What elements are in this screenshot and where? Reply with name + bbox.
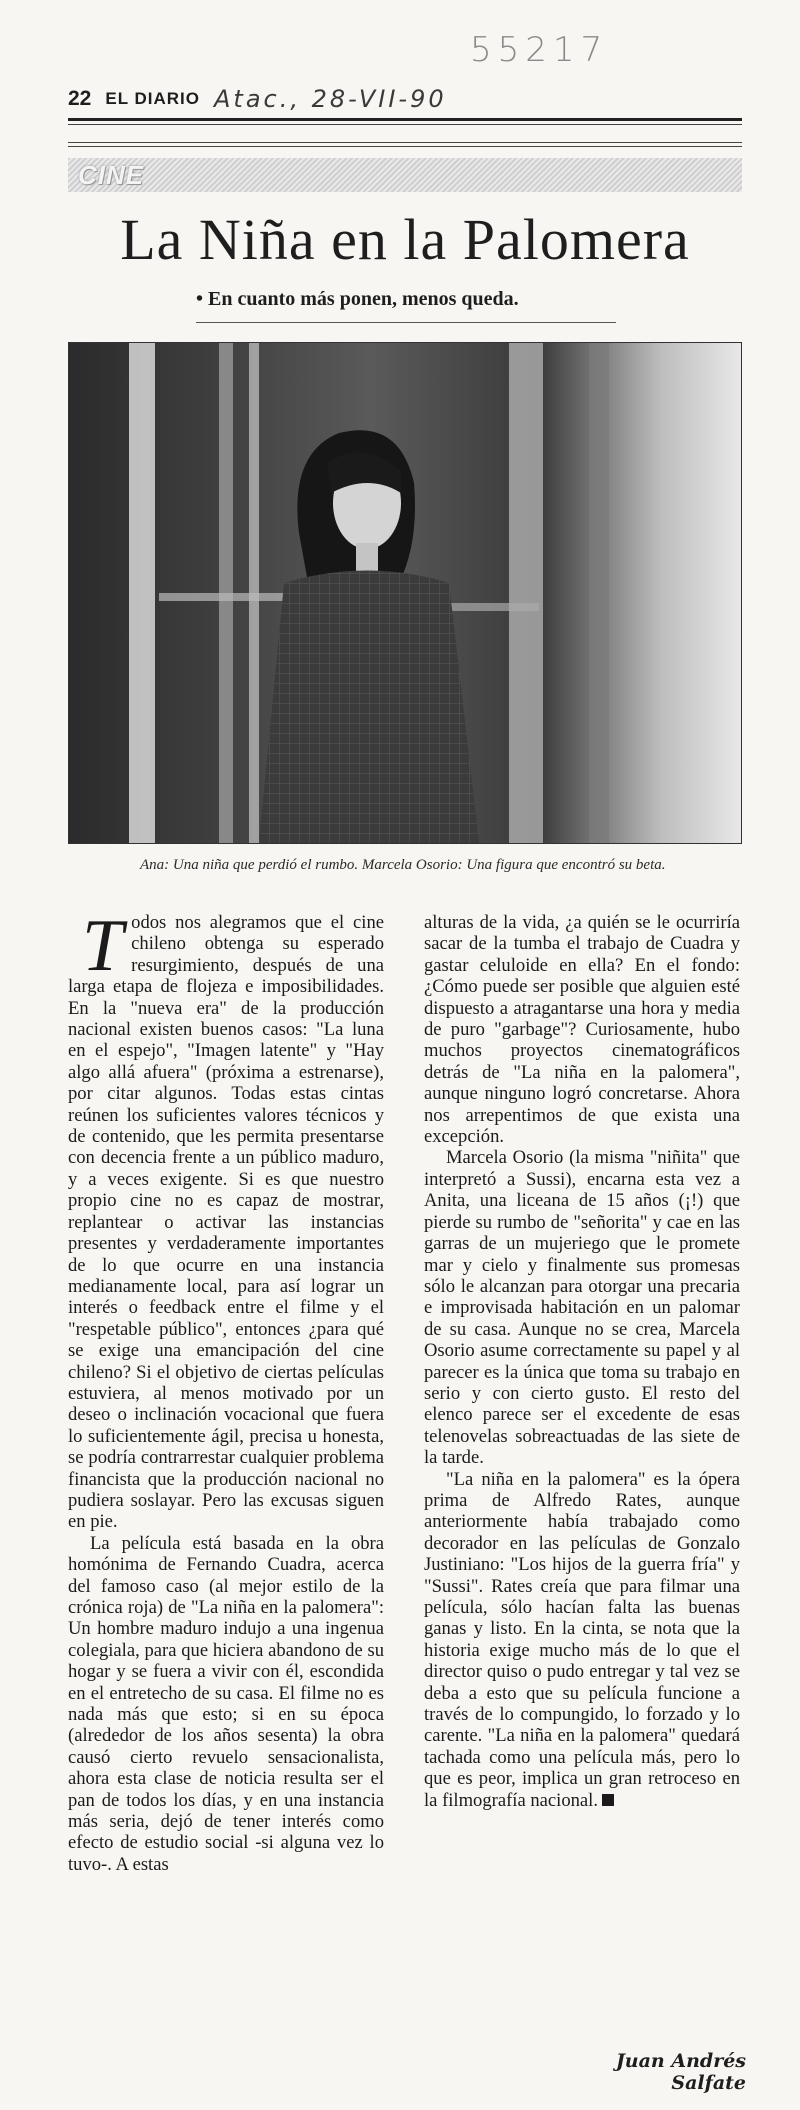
article-column-right <box>424 912 740 1811</box>
header-rule-lower-2 <box>68 146 742 147</box>
page-number: 22 <box>68 87 92 110</box>
paragraph-3: alturas de la vida, ¿a quién se le ocurriría sacar de la tumba el trabajo de Cuadra y gastar celuloide en ella? En el fondo: ¿Cómo puede ser posible que alguien esté dispuesto a atragantarse una hora y media de puro "garbage"? Curiosamente, hubo muchos proyectos cinematográficos detrás de "La niña en la palomera", aunque ninguno logró concretarse. Ahora nos arrepentimos de que exista una excepción. <box>424 912 740 1148</box>
header-rule-thin <box>68 124 742 125</box>
header-rule-lower <box>68 142 742 143</box>
handwritten-date: Atac., 28-VII-90 <box>214 85 447 113</box>
archive-code: 55217 <box>470 30 609 70</box>
film-still-illustration <box>69 343 741 843</box>
paragraph-2: La película está basada en la obra homónima de Fernando Cuadra, acerca del famoso caso (al mejor estilo de la crónica roja) de "La niña en la palomera": Un hombre maduro indujo a una ingenua colegiala, para que hiciera abandono de su hogar y se fuera a vivir con él, escondida en el entretecho de su casa. El filme no es nada más que esto; si en su época (alrededor de los años sesenta) la obra causó cierto revuelo sensacionalista, ahora esta clase de noticia resulta ser el pan de todos los días, y en una instancia más seria, dejó de tener interés como efecto de estudio social -si alguna vez lo tuvo-. A estas <box>68 1532 384 1875</box>
newspaper-name: EL DIARIO <box>105 89 200 108</box>
paragraph-5 <box>424 1469 740 1812</box>
article-column-left <box>68 905 384 1875</box>
drop-cap: T <box>82 905 124 987</box>
paragraph-1 <box>68 905 384 1533</box>
paragraph-4: Marcela Osorio (la misma "niñita" que interpretó a Sussi), encarna esta vez a Anita, una liceana de 15 años (¡!) que pierde su rumbo de "señorita" y cae en las garras de un mujeriego que le promete mar y cielo y finalmente sus promesas sólo le alcanzan para otorgar una precaria e improvisada habitación en un palomar de su casa. Aunque no se crea, Marcela Osorio asume correctamente su papel y al parecer es la única que toma su trabajo en serio y con cierto gusto. El resto del elenco parece ser el excedente de esas telenovelas sobreactuadas de las siete de la tarde. <box>424 1147 740 1469</box>
header-rule <box>68 118 742 121</box>
subtitle-rule <box>196 322 616 323</box>
paragraph-1-text: odos nos alegramos que el cine chileno obtenga su esperado resurgimiento, después de una larga etapa de flojeza e imposibilidades. En la "nueva era" de la producción nacional existen buenos casos: "La luna en el espejo", "Imagen latente" y "Hay algo allá afuera" (próxima a estrenarse), por citar algunos. Todas estas cintas reúnen los suficientes valores técnicos y de contenido, que les permita presentarse con decencia frente a un público maduro, y a veces exigente. Si es que nuestro propio cine no es capaz de mostrar, replantear o activar las instancias presentes y verdaderamente importantes de lo que ocurre en una instancia medianamente local, para así lograr un interés o feedback entre el filme y el "respetable público", entonces ¿para qué se exige una emancipación del cine chileno? Si el objetivo de ciertas películas estuviera, al menos motivado por un deseo o inclinación vocacional que fuera lo suficientemente ágil, precisa u honesta, se podría contrarrestar cualquier problema financista que la producción nacional no pudiera soslayar. Pero las excusas siguen en pie. <box>68 912 384 1533</box>
page-header <box>68 82 742 116</box>
article-title: La Niña en la Palomera <box>120 207 690 272</box>
section-label: CINE <box>78 160 145 190</box>
photo-caption: Ana: Una niña que perdió el rumbo. Marcela Osorio: Una figura que encontró su beta. <box>140 857 666 873</box>
film-still-photo <box>68 342 742 844</box>
end-of-article-mark <box>602 1794 614 1806</box>
section-banner <box>68 158 742 192</box>
author-signature: Juan Andrés Salfate <box>615 2050 746 2094</box>
article-subtitle: • En cuanto más ponen, menos queda. <box>196 288 519 310</box>
paragraph-5-text: "La niña en la palomera" es la ópera prima de Alfredo Rates, aunque anteriormente había trabajado como decorador en las películas de Gonzalo Justiniano: "Los hijos de la guerra fría" y "Sussi". Rates creía que para filmar una película, sólo hacían falta las buenas ganas y listo. En la cinta, se nota que la historia exige mucho más de lo que el director quiso o pudo entregar y tal vez se deba a esto que su película funcione a través de lo compungido, lo forzado y lo carente. "La niña en la palomera" quedará tachada como una película más, pero lo que es peor, implica un gran retroceso en la filmografía nacional. <box>424 1468 740 1811</box>
